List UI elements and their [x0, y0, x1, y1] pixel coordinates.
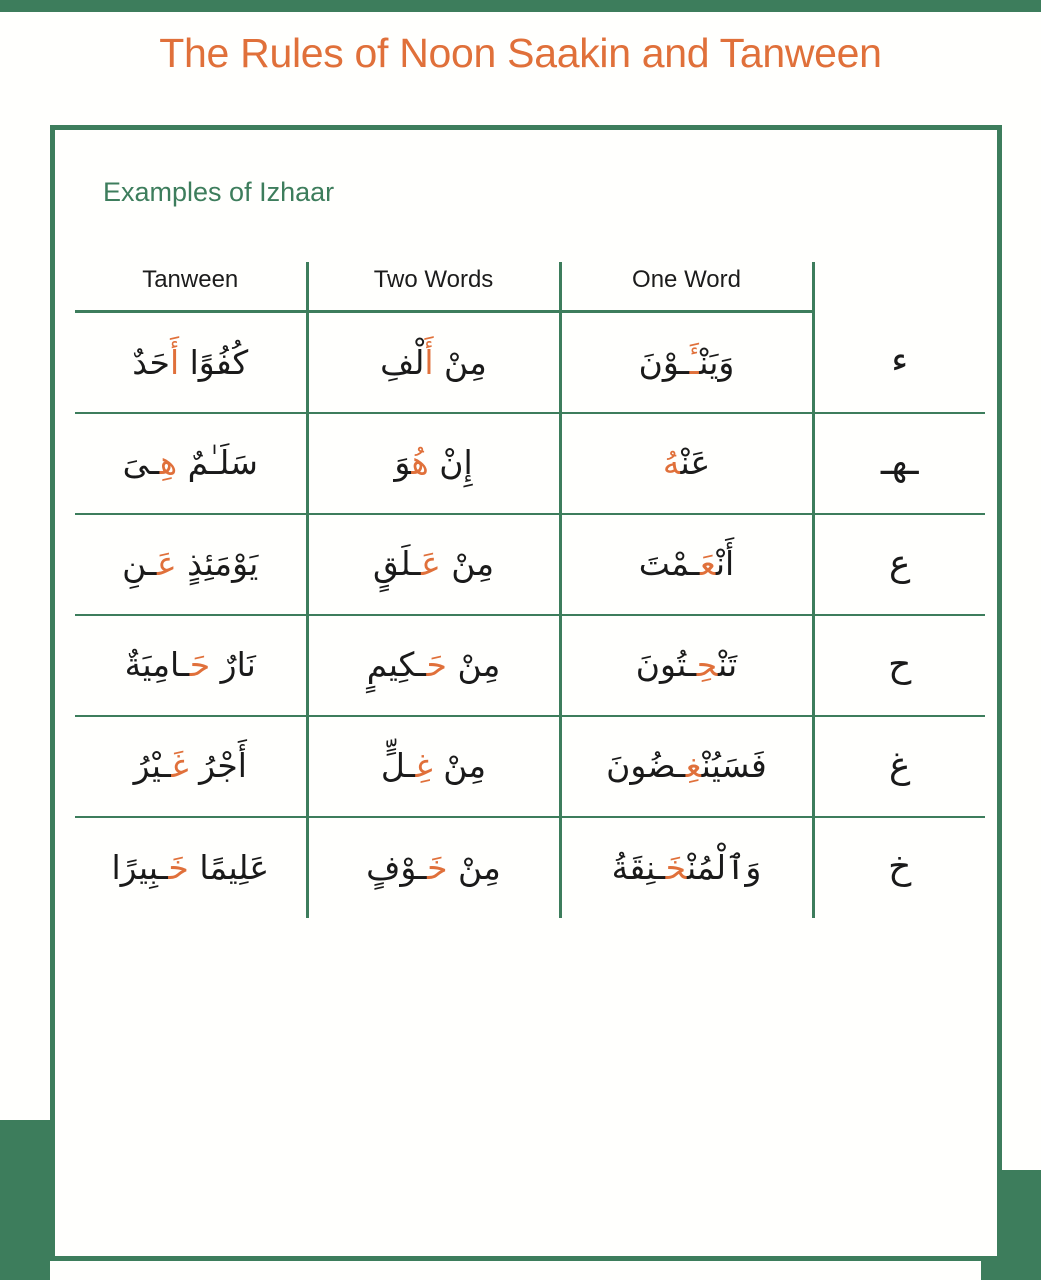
cell-two-words — [307, 817, 560, 918]
arabic-text — [380, 343, 487, 382]
arabic-segment-highlight: خَ — [427, 847, 448, 887]
arabic-segment-prefix: تَنْ — [718, 645, 738, 685]
arabic-text — [639, 544, 734, 583]
arabic-segment-suffix: لْفِ — [380, 342, 425, 382]
cell-letter — [813, 615, 985, 716]
arabic-letter: غ — [889, 744, 911, 786]
cell-two-words — [307, 716, 560, 817]
column-header-two-words: Two Words — [307, 262, 560, 312]
arabic-segment-highlight: غِ — [685, 746, 702, 786]
arabic-text — [606, 746, 767, 785]
arabic-segment-suffix: ـوْفٍ — [366, 847, 428, 887]
arabic-text — [639, 343, 735, 382]
card-heading: Examples of Izhaar — [103, 177, 335, 207]
arabic-segment-prefix: مِنْ — [440, 544, 495, 584]
cell-one-word — [560, 413, 813, 514]
cell-tanween — [75, 817, 307, 918]
table-row — [75, 716, 985, 817]
arabic-text — [134, 746, 247, 785]
arabic-segment-suffix: ـلَقٍ — [372, 544, 422, 584]
arabic-segment-prefix: مِنْ — [433, 342, 487, 382]
arabic-text — [367, 645, 501, 684]
arabic-segment-prefix: وَٱلْمُنْ — [686, 847, 762, 887]
arabic-segment-highlight: هِ — [159, 443, 178, 483]
arabic-segment-suffix: ـلٍّ — [380, 746, 416, 786]
arabic-text — [373, 544, 494, 583]
arabic-segment-highlight: هُ — [662, 443, 681, 483]
arabic-text — [394, 443, 472, 482]
cell-one-word — [560, 514, 813, 615]
arabic-segment-prefix: أَجْرُ — [188, 746, 247, 786]
arabic-segment-prefix: مِنْ — [447, 847, 501, 887]
table-row — [75, 514, 985, 615]
arabic-letter: ح — [888, 643, 912, 685]
arabic-segment-prefix: مِنْ — [432, 746, 487, 786]
top-accent-bar — [0, 0, 1041, 12]
arabic-segment-prefix: أَنْ — [715, 544, 735, 584]
cell-two-words — [307, 615, 560, 716]
cell-one-word — [560, 312, 813, 413]
arabic-letter: خ — [888, 846, 912, 888]
column-header-one-word: One Word — [560, 262, 813, 312]
arabic-text — [612, 848, 762, 887]
arabic-segment-prefix: يَوْمَئِذٍ — [176, 544, 259, 584]
arabic-text — [636, 645, 737, 684]
arabic-segment-suffix: ـمْتَ — [638, 544, 700, 584]
table-body — [75, 312, 985, 918]
arabic-text — [132, 343, 248, 382]
arabic-segment-highlight: حِ — [696, 645, 719, 685]
arabic-segment-highlight: هُ — [411, 443, 429, 483]
arabic-segment-highlight: حَ — [426, 645, 447, 685]
page-title: The Rules of Noon Saakin and Tanween — [159, 30, 882, 76]
arabic-segment-suffix: ـضُونَ — [606, 746, 686, 786]
cell-two-words — [307, 413, 560, 514]
arabic-letter: ع — [889, 542, 911, 584]
arabic-segment-suffix: ـكِيمٍ — [366, 645, 427, 685]
cell-tanween — [75, 413, 307, 514]
cell-tanween — [75, 312, 307, 413]
arabic-segment-highlight: أَ — [169, 342, 180, 382]
table-header-row — [75, 262, 985, 312]
arabic-segment-prefix: نَارٌ — [210, 645, 256, 685]
arabic-segment-highlight: غَ — [171, 746, 189, 786]
examples-card — [50, 125, 1002, 1261]
arabic-segment-suffix: وَ — [394, 443, 412, 483]
arabic-letter: ء — [891, 340, 909, 382]
arabic-segment-suffix: ـنِقَةُ — [611, 847, 666, 887]
arabic-segment-prefix: وَيَنْ — [699, 342, 735, 382]
arabic-segment-prefix: عَنْ — [680, 443, 711, 483]
table-row — [75, 312, 985, 413]
cell-letter — [813, 312, 985, 413]
arabic-segment-prefix: عَلِيمًا — [188, 847, 270, 887]
cell-letter — [813, 817, 985, 918]
arabic-segment-suffix: ـوْنَ — [638, 342, 690, 382]
arabic-text — [366, 848, 501, 887]
arabic-text — [123, 443, 258, 482]
arabic-text — [663, 443, 710, 482]
arabic-segment-prefix: سَلَـٰمٌ — [177, 443, 258, 483]
cell-two-words — [307, 312, 560, 413]
arabic-text — [122, 544, 258, 583]
arabic-segment-suffix: ـامِيَةٌ — [124, 645, 190, 685]
arabic-segment-prefix: فَسَيُنْ — [701, 746, 767, 786]
arabic-segment-prefix: إِنْ — [428, 443, 473, 483]
arabic-segment-prefix: مِنْ — [446, 645, 501, 685]
izhaar-examples-table — [75, 262, 985, 918]
cell-two-words — [307, 514, 560, 615]
cell-letter — [813, 413, 985, 514]
arabic-text — [111, 848, 269, 887]
arabic-text — [381, 746, 486, 785]
arabic-text — [125, 645, 256, 684]
cell-one-word — [560, 615, 813, 716]
arabic-segment-highlight: عَ — [699, 544, 716, 584]
cell-one-word — [560, 817, 813, 918]
cell-one-word — [560, 716, 813, 817]
arabic-segment-highlight: خَ — [168, 847, 189, 887]
table-row — [75, 615, 985, 716]
cell-tanween — [75, 716, 307, 817]
arabic-segment-highlight: عَ — [421, 544, 441, 584]
column-header-tanween: Tanween — [75, 262, 307, 312]
arabic-segment-suffix: ـتُونَ — [635, 645, 697, 685]
arabic-segment-highlight: خَ — [665, 847, 687, 887]
arabic-segment-highlight: ـَٔ — [689, 342, 700, 382]
arabic-segment-highlight: عَ — [156, 544, 177, 584]
cell-letter — [813, 716, 985, 817]
cell-tanween — [75, 514, 307, 615]
bottom-left-accent-block — [0, 1120, 50, 1280]
arabic-segment-suffix: حَدٌ — [132, 342, 170, 382]
table-row — [75, 817, 985, 918]
table-row — [75, 413, 985, 514]
arabic-segment-highlight: غِ — [415, 746, 433, 786]
arabic-segment-suffix: ـبِيرًا — [111, 847, 169, 887]
arabic-segment-highlight: حَ — [189, 645, 211, 685]
arabic-letter: ـهـ — [880, 441, 919, 483]
arabic-segment-suffix: ـيْرُ — [133, 746, 172, 786]
arabic-segment-suffix: ـنِ — [122, 544, 157, 584]
arabic-segment-suffix: ـىَ — [122, 443, 160, 483]
column-header-letter — [813, 262, 985, 312]
arabic-segment-highlight: أَ — [424, 342, 434, 382]
arabic-segment-prefix: كُفُوًا — [179, 342, 249, 382]
cell-letter — [813, 514, 985, 615]
cell-tanween — [75, 615, 307, 716]
